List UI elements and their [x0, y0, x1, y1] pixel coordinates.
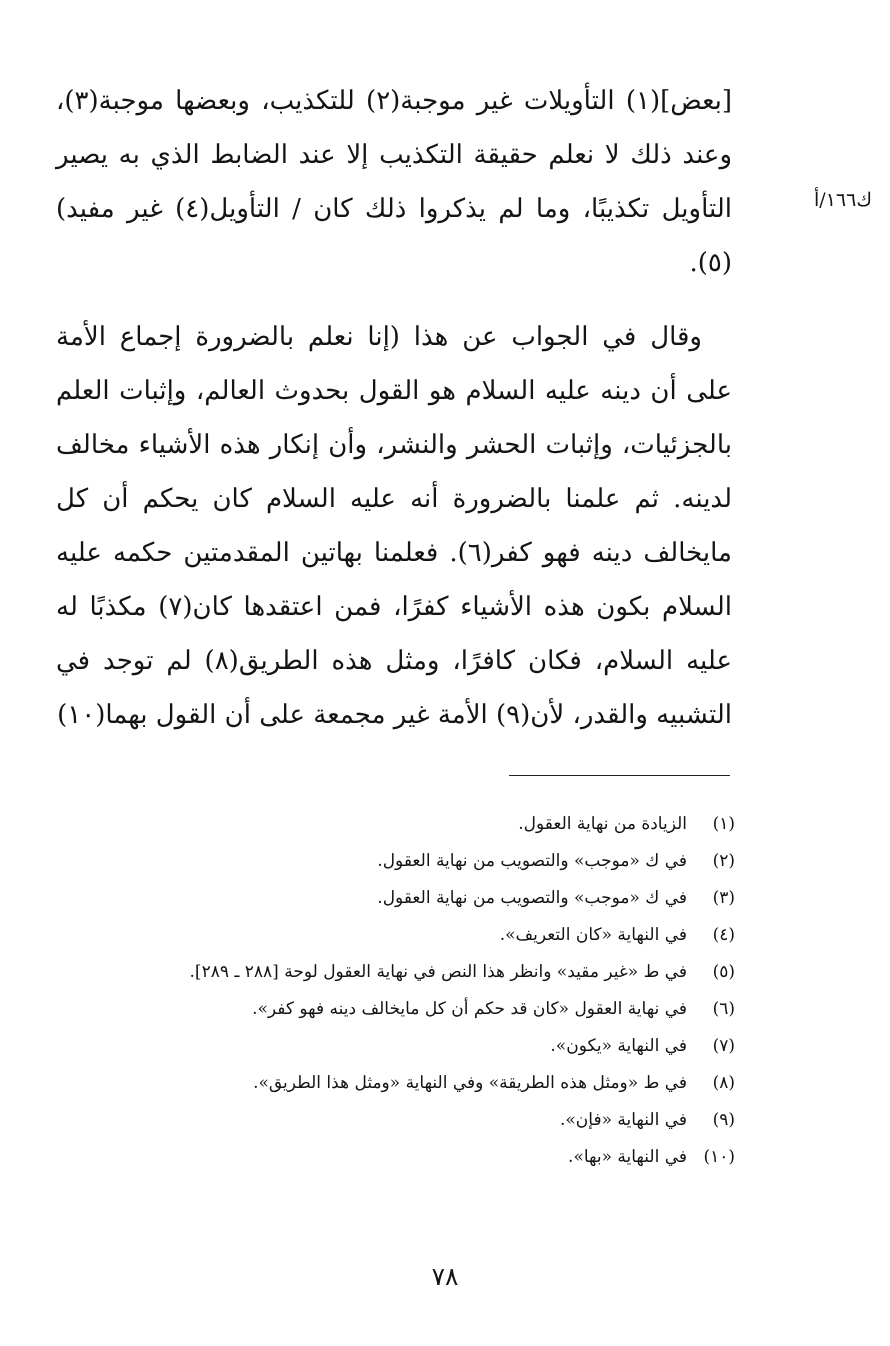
footnote-text: في نهاية العقول «كان قد حكم أن كل مايخالف دينه فهو كفر». — [252, 999, 687, 1019]
footnote-number: (١) — [712, 814, 735, 834]
footnote-9 — [115, 1102, 735, 1139]
footnote-3 — [115, 880, 735, 917]
footnote-text: في ط «ومثل هذه الطريقة» وفي النهاية «ومثل هذا الطريق». — [253, 1073, 687, 1093]
footnote-6 — [115, 991, 735, 1028]
footnotes-list — [115, 806, 735, 1176]
footnote-1 — [115, 806, 735, 843]
footnote-text: في ك «موجب» والتصويب من نهاية العقول. — [377, 888, 687, 908]
paragraph-2: وقال في الجواب عن هذا (إنا نعلم بالضرورة إجماع الأمة على أن دينه عليه السلام هو القول بحدوث العالم، وإثبات العلم بالجزئيات، وإثبات الحشر والنشر، وأن إنكار هذه الأشياء مخالف لدينه. ثم علمنا بالضرورة أنه عليه السلام كان يحكم أن كل مايخالف دينه فهو كفر(٦). فعلمنا بهاتين المقدمتين حكمه عليه السلام بكون هذه الأشياء كفرًا، فمن اعتقدها كان(٧) مكذبًا له عليه السلام، فكان كافرًا، ومثل هذه الطريق(٨) لم توجد في التشبيه والقدر، لأن(٩) الأمة غير مجمعة على أن القول بهما(١٠) — [56, 322, 732, 730]
footnote-number: (٢) — [712, 851, 735, 871]
footnote-text: في النهاية «يكون». — [550, 1036, 687, 1056]
manuscript-folio-reference: ك١٦٦/أ — [814, 189, 872, 211]
footnote-number: (٤) — [712, 925, 735, 945]
footnote-text: في ط «غير مقيد» وانظر هذا النص في نهاية العقول لوحة [٢٨٨ ـ ٢٨٩]. — [189, 962, 687, 982]
footnote-text: في ك «موجب» والتصويب من نهاية العقول. — [377, 851, 687, 871]
page-number: ٧٨ — [431, 1262, 459, 1291]
footnote-text: في النهاية «فإن». — [560, 1110, 687, 1130]
footnote-number: (٧) — [712, 1036, 735, 1056]
paragraph-1: [بعض](١) التأويلات غير موجبة(٢) للتكذيب، وبعضها موجبة(٣)، وعند ذلك لا نعلم حقيقة التكذيب إلا عند الضابط الذي به يصير التأويل تكذيبًا، وما لم يذكروا ذلك كان / التأويل(٤) غير مفيد)(٥). — [56, 86, 733, 278]
main-text-body — [56, 74, 732, 742]
footnote-10 — [115, 1139, 735, 1176]
footnote-7 — [115, 1028, 735, 1065]
footnote-number: (٥) — [712, 962, 735, 982]
footnote-2 — [115, 843, 735, 880]
footnote-text: في النهاية «كان التعريف». — [499, 925, 687, 945]
footnote-5 — [115, 954, 735, 991]
footnote-number: (٨) — [712, 1073, 735, 1093]
footnote-number: (١٠) — [703, 1147, 735, 1167]
footnote-8 — [115, 1065, 735, 1102]
footnote-number: (٦) — [712, 999, 735, 1019]
footnote-text: في النهاية «بها». — [568, 1147, 687, 1167]
footnote-4 — [115, 917, 735, 954]
footnote-text: الزيادة من نهاية العقول. — [518, 814, 687, 834]
footnote-number: (٣) — [712, 888, 735, 908]
footnote-number: (٩) — [712, 1110, 735, 1130]
footnote-separator — [509, 775, 730, 776]
